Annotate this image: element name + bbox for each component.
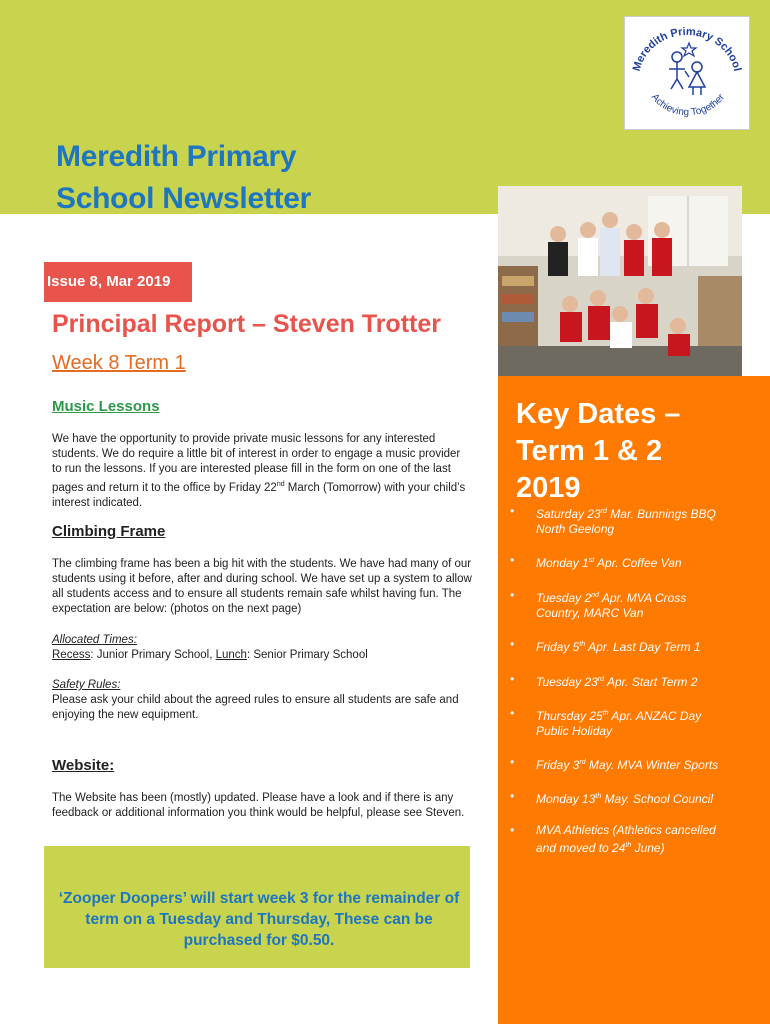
callout-text: ‘Zooper Doopers’ will start week 3 for the remainder of term on a Tuesday and Thursday, These can be purchased for $0.50. (58, 890, 460, 949)
students-photo (498, 186, 742, 376)
title-line-1: Meredith Primary (56, 140, 297, 173)
school-logo-graphic (625, 17, 749, 129)
key-date-item: • Saturday 23rd Mar. Bunnings BBQ North Geelong (510, 504, 720, 537)
recess-label: Recess (52, 649, 91, 661)
issue-badge: Issue 8, Mar 2019 (44, 262, 192, 302)
key-date-item: • Monday 13th May. School Council (510, 789, 720, 807)
zooper-doopers-callout (44, 846, 470, 968)
key-date-item: • Thursday 25th Apr. ANZAC Day Public Holiday (510, 706, 720, 739)
report-title: Principal Report – Steven Trotter (52, 310, 441, 338)
key-date-item: • Tuesday 2nd Apr. MVA Cross Country, MARC Van (510, 588, 720, 621)
report-subtitle: Week 8 Term 1 (52, 352, 186, 374)
svg-text:Achieving Together (649, 92, 728, 119)
title-line-2: School Newsletter (56, 182, 311, 215)
climbing-paragraph: The climbing frame has been a big hit with the students. We have had many of our students using it before, after and during school. We have set up a system to allow all students access and to ensure all students remain safe whilst having fun. The expectation are below: (photos on the next page) (52, 558, 472, 615)
logo-arc-bottom: Achieving Together (648, 91, 728, 119)
music-paragraph: We have the opportunity to provide private music lessons for any interested students. We do require a little bit of interest in order to engage a music provider to run the lessons. If you are interested please fill in the form on one of the last pages and return it to the office by Friday 22nd March (Tomorrow) with your child’s interest indicated. (52, 433, 466, 509)
key-dates-title-line-3: 2019 (516, 472, 581, 504)
logo-arc-top: Meredith Primary School (630, 25, 744, 73)
website-paragraph: The Website has been (mostly) updated. Please have a look and if there is any feedback or additional information you think would be helpful, please see Steven. (52, 792, 465, 819)
climbing-heading: Climbing Frame (52, 523, 166, 540)
key-date-item: • Monday 1st Apr. Coffee Van (510, 553, 720, 571)
key-date-item: • Friday 5th Apr. Last Day Term 1 (510, 637, 720, 655)
key-date-item: • Friday 3rd May. MVA Winter Sports (510, 755, 720, 773)
key-dates-title (516, 396, 736, 507)
newsletter-title (56, 136, 456, 220)
allocated-times-label: Allocated Times: (52, 634, 137, 646)
allocated-times: Allocated Times: Recess: Junior Primary School, Lunch: Senior Primary School (52, 633, 472, 663)
key-dates-title-line-2: Term 1 & 2 (516, 435, 663, 467)
key-date-item: • Tuesday 23rd Apr. Start Term 2 (510, 672, 720, 690)
key-dates-list (510, 504, 720, 856)
key-date-item: • MVA Athletics (Athletics cancelled and moved to 24th June) (510, 823, 720, 856)
school-logo (624, 16, 750, 130)
key-dates-title-line-1: Key Dates – (516, 398, 681, 430)
safety-rules (52, 678, 472, 723)
safety-rules-text: Please ask your child about the agreed rules to ensure all students are safe and enjoying the new equipment. (52, 694, 459, 721)
safety-rules-label: Safety Rules: (52, 679, 121, 691)
music-heading: Music Lessons (52, 398, 160, 415)
website-heading: Website: (52, 757, 115, 774)
lunch-label: Lunch (215, 649, 247, 661)
svg-text:Meredith Primary School (631, 26, 743, 73)
